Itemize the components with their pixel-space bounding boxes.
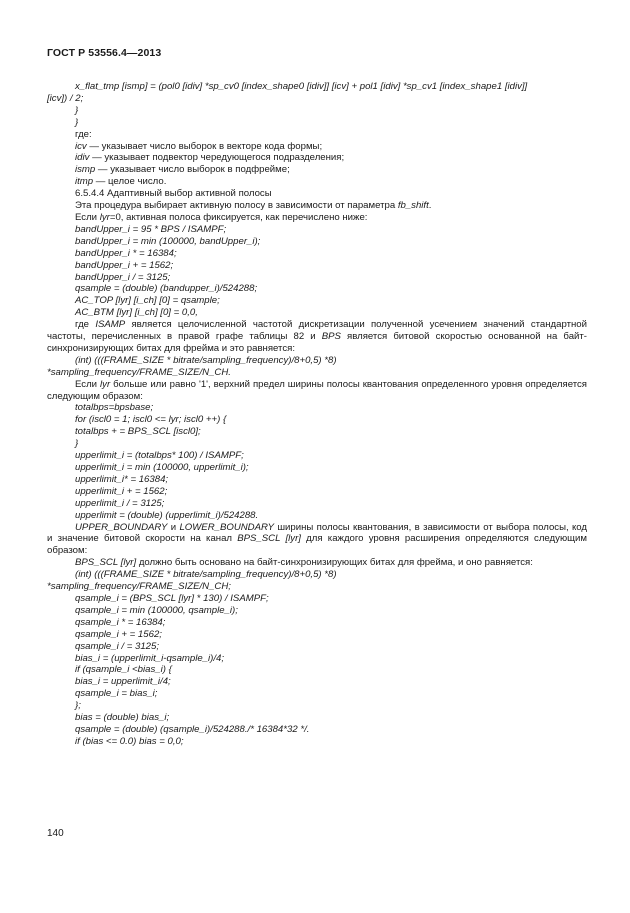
text-fragment: — целое число. [93,176,167,188]
text-fragment: ширины полосы квантования, в зависимости от выбора полосы, код и значение битовой скорости на канал [47,521,587,545]
code-fragment: totalbps + = BPS_SCL [iscl0]; [75,426,201,438]
code-fragment: UPPER_BOUNDARY [75,521,168,533]
text-line [47,498,587,510]
text-fragment: где: [75,128,92,140]
text-line [47,641,587,653]
code-fragment: upperlimit_i + = 1562; [75,485,168,497]
text-line [47,486,587,498]
code-fragment: qsample_i * = 16384; [75,616,166,628]
code-fragment: if (qsample_i <bias_i) { [75,664,172,676]
code-fragment: bandUpper_i = 95 * BPS / ISAMPF; [75,223,227,235]
text-line [47,688,587,700]
text-line [47,581,587,593]
code-fragment: bandUpper_i * = 16384; [75,247,177,259]
code-fragment: qsample = (double) (bandupper_i)/524288; [75,283,258,295]
code-fragment: BPS_SCL [lyr] [75,557,137,569]
page-header: ГОСТ Р 53556.4—2013 [47,47,162,59]
code-fragment: bandUpper_i / = 3125; [75,271,171,283]
text-line [47,224,587,236]
text-line [47,188,587,200]
text-fragment: — указывает число выборок в векторе кода формы; [86,140,323,152]
code-fragment: ISAMP [95,319,126,331]
text-fragment: . [428,200,432,212]
text-line [47,736,587,748]
code-fragment: AC_TOP [lyr] [i_ch] [0] = qsample; [75,295,220,307]
code-fragment: bandUpper_i = min (100000, bandUpper_i); [75,235,261,247]
page-number: 140 [47,828,64,839]
code-fragment: totalbps=bpsbase; [75,402,154,414]
text-line [47,272,587,284]
text-line [47,522,587,558]
code-fragment: lyr [99,211,110,223]
text-fragment: — указывает число выборок в подфрейме; [95,164,290,176]
text-line [47,105,587,117]
code-fragment: qsample = (double) (qsample_i)/524288./* 16384*32 */. [75,723,310,735]
code-fragment: BPS_SCL [lyr] [237,533,301,545]
text-line [47,200,587,212]
text-line [47,141,587,153]
code-fragment: for (iscl0 = 1; iscl0 <= lyr; iscl0 ++) { [75,414,227,426]
text-line [47,164,587,176]
text-line [47,260,587,272]
text-line [47,367,587,379]
text-line [47,152,587,164]
text-line [47,426,587,438]
text-line [47,700,587,712]
text-line [47,295,587,307]
text-line [47,664,587,676]
code-fragment: upperlimit_i / = 3125; [75,497,165,509]
code-fragment: icv [75,140,87,152]
code-fragment: (int) (((FRAME_SIZE * bitrate/sampling_frequency)/8+0,5) *8) [75,354,337,366]
code-fragment: bandUpper_i + = 1562; [75,259,174,271]
code-fragment: bias_i = (upperlimit_i-qsample_i)/4; [75,652,225,664]
page-body [47,81,587,748]
code-fragment: fb_shift [397,200,429,212]
text-fragment: 6.5.4.4 Адаптивный выбор активной полосы [75,188,272,200]
code-fragment: x_flat_tmp [ismp] = (pol0 [idiv] *sp_cv0 [index_shape0 [idiv]] [icv] + pol1 [idiv] *sp_cv1 [index_shape1 [idiv]] [75,81,528,92]
text-line [47,617,587,629]
text-line [47,319,587,355]
text-line [47,438,587,450]
code-fragment: } [75,104,79,116]
text-fragment: Если [75,211,100,223]
text-line [47,712,587,724]
text-fragment: где [75,319,96,331]
text-line [47,402,587,414]
code-fragment: idiv [75,152,90,164]
code-fragment: if (bias <= 0.0) bias = 0,0; [75,735,184,747]
text-line [47,462,587,474]
text-line [47,605,587,617]
text-line [47,248,587,260]
code-fragment: itmp [75,176,94,188]
text-line [47,569,587,581]
text-fragment: должно быть основано на байт-синхронизирующих битах для фрейма, и оно равняется: [136,557,533,569]
code-fragment: AC_BTM [lyr] [i_ch] [0] = 0,0, [75,307,198,319]
code-fragment: upperlimit_i* = 16384; [75,473,169,485]
code-fragment: *sampling_frequency/FRAME_SIZE/N_CH; [47,581,231,593]
code-fragment: } [75,116,79,128]
text-line [47,355,587,367]
code-fragment: bias_i = upperlimit_i/4; [75,676,171,688]
code-fragment: }; [75,700,81,712]
code-fragment: BPS [321,331,341,343]
text-line [47,629,587,641]
code-fragment: upperlimit_i = min (100000, upperlimit_i); [75,462,249,473]
text-line [47,557,587,569]
text-line [47,474,587,486]
text-fragment: =0, активная полоса фиксируется, как перечислено ниже: [109,211,368,223]
text-line [47,129,587,141]
text-fragment: Если [75,378,101,390]
text-line [47,593,587,605]
text-line [47,379,587,403]
text-line [47,653,587,665]
code-fragment: [icv]) / 2; [47,92,84,104]
text-line [47,93,587,105]
text-line [47,283,587,295]
text-line [47,450,587,462]
text-line [47,236,587,248]
text-line [47,81,587,93]
text-line [47,212,587,224]
code-fragment: *sampling_frequency/FRAME_SIZE/N_CH. [47,366,231,378]
text-line [47,117,587,129]
text-line [47,414,587,426]
text-fragment: больше или равно '1', верхний предел ширины полосы квантования определенного уровня определяется следующим образом: [47,378,587,402]
code-fragment: qsample_i + = 1562; [75,628,162,640]
code-fragment: qsample_i = (BPS_SCL [lyr] * 130) / ISAMPF; [75,592,269,604]
text-fragment: является целочисленной частотой дискретизации полученной усечением значений стандартной частоты, перечисленных в правой графе таблицы 82 и [47,319,587,343]
code-fragment: upperlimit_i = (totalbps* 100) / ISAMPF; [75,450,244,462]
code-fragment: qsample_i = min (100000, qsample_i); [75,604,238,616]
code-fragment: LOWER_BOUNDARY [179,521,274,533]
code-fragment: bias = (double) bias_i; [75,712,170,724]
text-fragment: — указывает подвектор чередующегося подразделения; [89,152,345,164]
text-line [47,176,587,188]
code-fragment: (int) (((FRAME_SIZE * bitrate/sampling_frequency)/8+0,5) *8) [75,569,337,581]
code-fragment: ismp [75,164,96,176]
text-fragment: Эта процедура выбирает активную полосу в зависимости от параметра [75,200,398,212]
text-fragment: является битовой скоростью основанной на байт-синхронизирующих битах для фрейма и это равняется: [47,331,587,354]
text-line [47,676,587,688]
text-line [47,510,587,522]
text-fragment: и [167,521,180,533]
text-fragment: для каждого уровня расширения определяются следующим образом: [47,533,587,557]
code-fragment: qsample_i / = 3125; [75,640,160,652]
code-fragment: } [75,438,79,450]
text-line [47,724,587,736]
code-fragment: upperlimit = (double) (upperlimit_i)/524288. [75,509,259,521]
code-fragment: qsample_i = bias_i; [75,688,158,700]
text-line [47,307,587,319]
code-fragment: lyr [100,378,111,390]
